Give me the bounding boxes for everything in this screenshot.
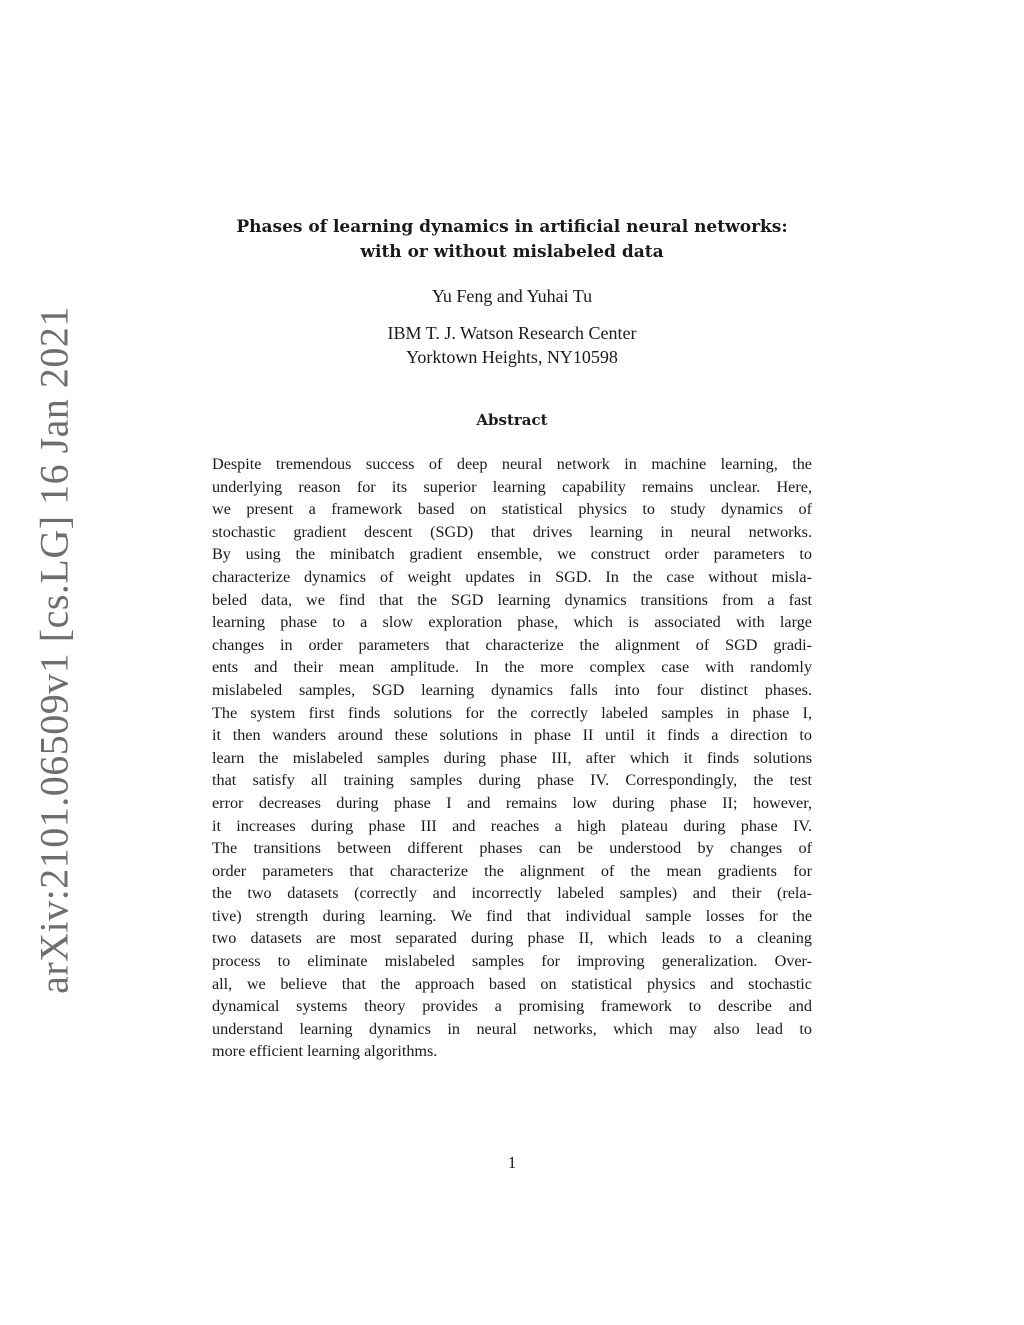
title-line: with or without mislabeled data xyxy=(360,242,664,262)
abstract-line: By using the minibatch gradient ensemble, we construct order parameters to xyxy=(212,545,812,564)
page-number: 1 xyxy=(507,1153,517,1172)
affiliation-line: Yorktown Heights, NY10598 xyxy=(406,347,618,367)
abstract-heading: Abstract xyxy=(476,411,548,429)
abstract-line: The transitions between different phases can be understood by changes of xyxy=(212,839,812,858)
affiliation xyxy=(160,321,864,369)
abstract-line: two datasets are most separated during phase II, which leads to a cleaning xyxy=(212,929,812,948)
abstract-line: error decreases during phase I and remains low during phase II; however, xyxy=(212,793,812,812)
authors: Yu Feng and Yuhai Tu xyxy=(431,286,593,306)
abstract-line: dynamical systems theory provides a promising framework to describe and xyxy=(212,997,812,1016)
abstract-line: underlying reason for its superior learning capability remains unclear. Here, xyxy=(212,477,812,496)
paper-title xyxy=(160,215,864,265)
abstract-line: that satisfy all training samples during phase IV. Correspondingly, the test xyxy=(212,771,812,790)
abstract-line: understand learning dynamics in neural networks, which may also lead to xyxy=(212,1019,812,1038)
arxiv-identifier: arXiv:2101.06509v1 [cs.LG] 16 Jan 2021 xyxy=(31,306,77,994)
abstract-line: beled data, we find that the SGD learning dynamics transitions from a fast xyxy=(212,590,812,609)
abstract-line: mislabeled samples, SGD learning dynamics falls into four distinct phases. xyxy=(212,680,812,699)
abstract-line: order parameters that characterize the alignment of the mean gradients for xyxy=(212,861,812,880)
abstract-line: ents and their mean amplitude. In the more complex case with randomly xyxy=(212,658,812,677)
abstract-line: Despite tremendous success of deep neural network in machine learning, the xyxy=(212,455,812,473)
abstract-line: process to eliminate mislabeled samples for improving generalization. Over- xyxy=(212,952,812,971)
abstract-line: learning phase to a slow exploration phase, which is associated with large xyxy=(212,613,812,632)
affiliation-line: IBM T. J. Watson Research Center xyxy=(387,323,637,343)
abstract-line: we present a framework based on statistical physics to study dynamics of xyxy=(212,500,812,519)
abstract-line: stochastic gradient descent (SGD) that drives learning in neural networks. xyxy=(212,522,812,541)
abstract-line: changes in order parameters that characterize the alignment of SGD gradi- xyxy=(212,635,812,654)
abstract-line: more efficient learning algorithms. xyxy=(212,1042,438,1061)
abstract-line: The system first finds solutions for the correctly labeled samples in phase I, xyxy=(212,703,812,722)
abstract-line: learn the mislabeled samples during phase III, after which it finds solutions xyxy=(212,748,812,767)
abstract-line: tive) strength during learning. We find that individual sample losses for the xyxy=(212,906,812,925)
abstract-line: all, we believe that the approach based on statistical physics and stochastic xyxy=(212,974,812,993)
abstract-line: it increases during phase III and reaches a high plateau during phase IV. xyxy=(212,816,812,835)
abstract-line: characterize dynamics of weight updates in SGD. In the case without misla- xyxy=(212,567,812,586)
abstract-line: it then wanders around these solutions in phase II until it finds a direction to xyxy=(212,726,812,745)
abstract-body xyxy=(212,453,812,1063)
abstract-line: the two datasets (correctly and incorrectly labeled samples) and their (rela- xyxy=(212,884,812,903)
title-line: Phases of learning dynamics in artificial neural networks: xyxy=(236,217,788,237)
